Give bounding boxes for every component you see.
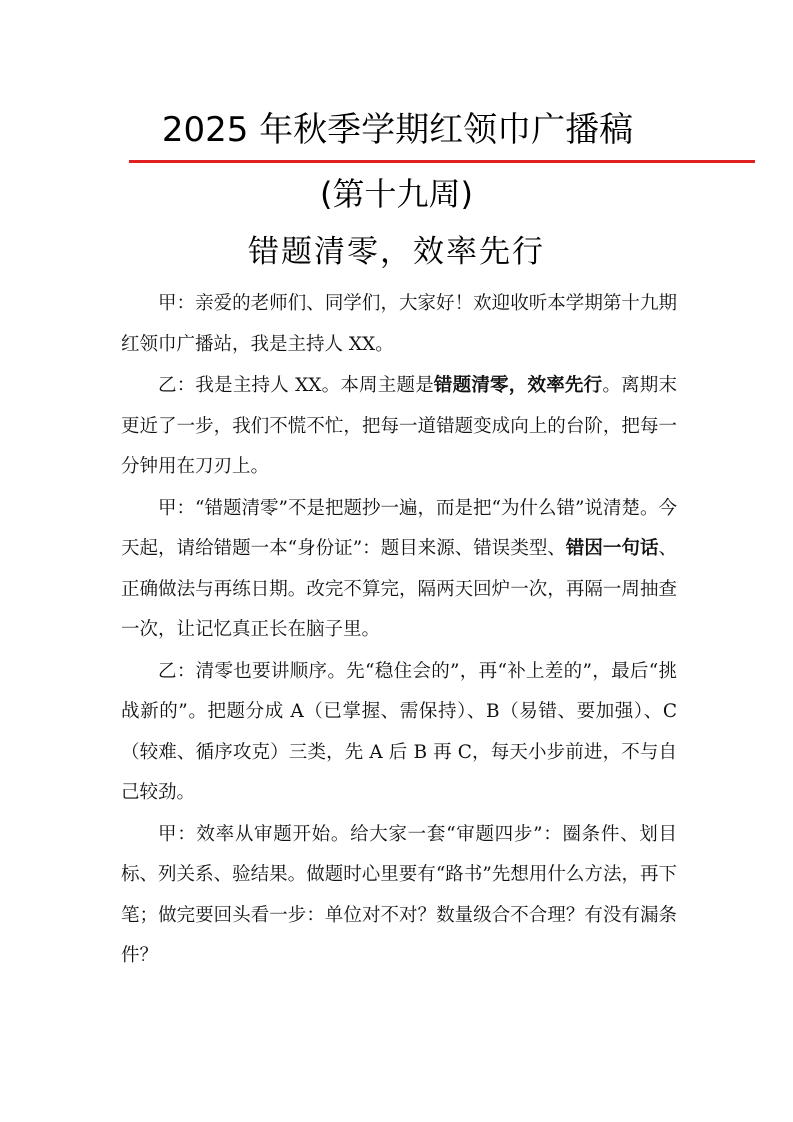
paragraph-2: 乙：我是主持人 XX。本周主题是错题清零，效率先行。离期末更近了一步，我们不慌不忙，把每一道错题变成向上的台阶，把每一分钟用在刀刃上。: [121, 375, 677, 477]
paragraph-4: 乙：清零也要讲顺序。先“稳住会的”，再“补上差的”，最后“挑战新的”。把题分成 A（已掌握、需保持）、B（易错、要加强）、C（较难、循序攻克）三类，先 A 后 B 再 C，每天小步前进，不与自己较劲。: [121, 660, 677, 803]
paragraph-3: 甲：“错题清零”不是把题抄一遍，而是把“为什么错”说清楚。今天起，请给错题一本“身份证”：题目来源、错误类型、错因一句话、正确做法与再练日期。改完不算完，隔两天回炉一次，再隔一周抽查一次，让记忆真正长在脑子里。: [121, 497, 677, 640]
doc-title: 2025 年秋季学期红领巾广播稿: [161, 110, 634, 150]
emphasis-cause: 错因一句话: [565, 538, 659, 559]
title-divider: [129, 160, 755, 163]
doc-body: [121, 284, 677, 978]
emphasis-theme: 错题清零，效率先行: [433, 375, 603, 396]
paragraph-5: 甲：效率从审题开始。给大家一套“审题四步”：圈条件、划目标、列关系、验结果。做题时心里要有“路书”先想用什么方法，再下笔；做完要回头看一步：单位对不对？数量级合不合理？有没有漏条件？: [121, 823, 677, 966]
doc-subtitle: (第十九周): [320, 175, 473, 213]
paragraph-1: 甲：亲爱的老师们、同学们，大家好！欢迎收听本学期第十九期红领巾广播站，我是主持人 XX。: [121, 293, 677, 355]
doc-heading: 错题清零，效率先行: [248, 234, 545, 270]
